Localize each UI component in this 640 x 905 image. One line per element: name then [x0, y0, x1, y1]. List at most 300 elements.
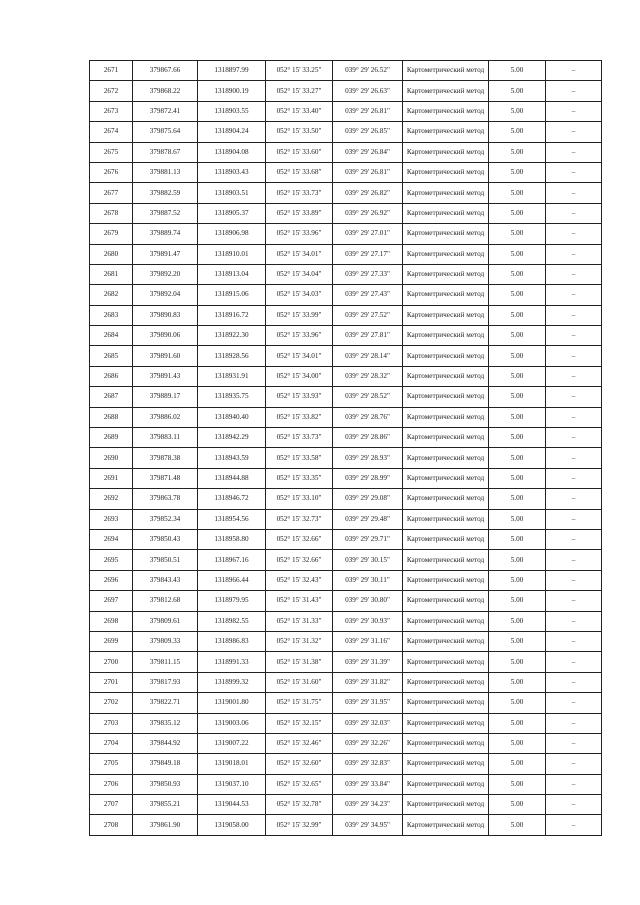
- note-cell: –: [546, 224, 602, 244]
- note-cell: –: [546, 713, 602, 733]
- y-coordinate-cell: 1318904.08: [198, 142, 266, 162]
- precision-cell: 5.00: [489, 366, 546, 386]
- y-coordinate-cell: 1318986.83: [198, 631, 266, 651]
- note-cell: –: [546, 264, 602, 284]
- y-coordinate-cell: 1318982.55: [198, 611, 266, 631]
- latitude-cell: 052° 15' 32.65": [266, 774, 333, 794]
- x-coordinate-cell: 379817.93: [133, 672, 198, 692]
- precision-cell: 5.00: [489, 550, 546, 570]
- y-coordinate-cell: 1318991.33: [198, 652, 266, 672]
- y-coordinate-cell: 1318999.32: [198, 672, 266, 692]
- y-coordinate-cell: 1318958.80: [198, 529, 266, 549]
- latitude-cell: 052° 15' 32.99": [266, 815, 333, 835]
- method-cell: Картометрический метод: [403, 81, 489, 101]
- longitude-cell: 039° 29' 28.99": [333, 468, 403, 488]
- method-cell: Картометрический метод: [403, 305, 489, 325]
- point-number-cell: 2699: [90, 631, 133, 651]
- method-cell: Картометрический метод: [403, 774, 489, 794]
- x-coordinate-cell: 379811.15: [133, 652, 198, 672]
- x-coordinate-cell: 379892.20: [133, 264, 198, 284]
- method-cell: Картометрический метод: [403, 468, 489, 488]
- precision-cell: 5.00: [489, 61, 546, 81]
- table-row: [90, 366, 602, 386]
- x-coordinate-cell: 379875.64: [133, 122, 198, 142]
- method-cell: Картометрический метод: [403, 346, 489, 366]
- method-cell: Картометрический метод: [403, 570, 489, 590]
- longitude-cell: 039° 29' 28.86": [333, 428, 403, 448]
- y-coordinate-cell: 1318915.06: [198, 285, 266, 305]
- table-row: [90, 142, 602, 162]
- note-cell: –: [546, 407, 602, 427]
- x-coordinate-cell: 379881.13: [133, 162, 198, 182]
- latitude-cell: 052° 15' 33.99": [266, 305, 333, 325]
- y-coordinate-cell: 1318922.30: [198, 326, 266, 346]
- note-cell: –: [546, 285, 602, 305]
- precision-cell: 5.00: [489, 203, 546, 223]
- table-row: [90, 509, 602, 529]
- y-coordinate-cell: 1318967.16: [198, 550, 266, 570]
- precision-cell: 5.00: [489, 305, 546, 325]
- y-coordinate-cell: 1318966.44: [198, 570, 266, 590]
- method-cell: Картометрический метод: [403, 244, 489, 264]
- y-coordinate-cell: 1318928.56: [198, 346, 266, 366]
- latitude-cell: 052° 15' 31.75": [266, 693, 333, 713]
- precision-cell: 5.00: [489, 795, 546, 815]
- longitude-cell: 039° 29' 26.84": [333, 142, 403, 162]
- method-cell: Картометрический метод: [403, 203, 489, 223]
- note-cell: –: [546, 509, 602, 529]
- y-coordinate-cell: 1318979.95: [198, 591, 266, 611]
- table-row: [90, 61, 602, 81]
- x-coordinate-cell: 379889.74: [133, 224, 198, 244]
- latitude-cell: 052° 15' 33.68": [266, 162, 333, 182]
- note-cell: –: [546, 428, 602, 448]
- y-coordinate-cell: 1318904.24: [198, 122, 266, 142]
- latitude-cell: 052° 15' 33.96": [266, 326, 333, 346]
- point-number-cell: 2682: [90, 285, 133, 305]
- latitude-cell: 052° 15' 32.73": [266, 509, 333, 529]
- coordinates-table-body: [90, 61, 602, 836]
- note-cell: –: [546, 815, 602, 835]
- note-cell: –: [546, 244, 602, 264]
- table-row: [90, 448, 602, 468]
- point-number-cell: 2676: [90, 162, 133, 182]
- longitude-cell: 039° 29' 34.95": [333, 815, 403, 835]
- precision-cell: 5.00: [489, 224, 546, 244]
- y-coordinate-cell: 1319003.06: [198, 713, 266, 733]
- point-number-cell: 2673: [90, 101, 133, 121]
- longitude-cell: 039° 29' 32.26": [333, 733, 403, 753]
- precision-cell: 5.00: [489, 407, 546, 427]
- latitude-cell: 052° 15' 32.43": [266, 570, 333, 590]
- point-number-cell: 2694: [90, 529, 133, 549]
- y-coordinate-cell: 1318940.40: [198, 407, 266, 427]
- precision-cell: 5.00: [489, 326, 546, 346]
- table-row: [90, 733, 602, 753]
- note-cell: –: [546, 611, 602, 631]
- note-cell: –: [546, 122, 602, 142]
- note-cell: –: [546, 652, 602, 672]
- y-coordinate-cell: 1318903.55: [198, 101, 266, 121]
- table-row: [90, 244, 602, 264]
- precision-cell: 5.00: [489, 142, 546, 162]
- x-coordinate-cell: 379891.47: [133, 244, 198, 264]
- precision-cell: 5.00: [489, 754, 546, 774]
- point-number-cell: 2675: [90, 142, 133, 162]
- point-number-cell: 2679: [90, 224, 133, 244]
- point-number-cell: 2700: [90, 652, 133, 672]
- latitude-cell: 052° 15' 32.78": [266, 795, 333, 815]
- point-number-cell: 2697: [90, 591, 133, 611]
- note-cell: –: [546, 550, 602, 570]
- coordinates-table: [89, 60, 602, 836]
- method-cell: Картометрический метод: [403, 733, 489, 753]
- method-cell: Картометрический метод: [403, 550, 489, 570]
- method-cell: Картометрический метод: [403, 529, 489, 549]
- note-cell: –: [546, 305, 602, 325]
- point-number-cell: 2689: [90, 428, 133, 448]
- x-coordinate-cell: 379855.21: [133, 795, 198, 815]
- precision-cell: 5.00: [489, 162, 546, 182]
- latitude-cell: 052° 15' 34.01": [266, 244, 333, 264]
- precision-cell: 5.00: [489, 122, 546, 142]
- latitude-cell: 052° 15' 33.35": [266, 468, 333, 488]
- longitude-cell: 039° 29' 26.81": [333, 162, 403, 182]
- point-number-cell: 2690: [90, 448, 133, 468]
- latitude-cell: 052° 15' 33.60": [266, 142, 333, 162]
- latitude-cell: 052° 15' 31.43": [266, 591, 333, 611]
- point-number-cell: 2688: [90, 407, 133, 427]
- point-number-cell: 2671: [90, 61, 133, 81]
- x-coordinate-cell: 379809.33: [133, 631, 198, 651]
- precision-cell: 5.00: [489, 387, 546, 407]
- precision-cell: 5.00: [489, 631, 546, 651]
- point-number-cell: 2702: [90, 693, 133, 713]
- longitude-cell: 039° 29' 31.39": [333, 652, 403, 672]
- point-number-cell: 2674: [90, 122, 133, 142]
- note-cell: –: [546, 529, 602, 549]
- method-cell: Картометрический метод: [403, 509, 489, 529]
- point-number-cell: 2672: [90, 81, 133, 101]
- latitude-cell: 052° 15' 33.58": [266, 448, 333, 468]
- longitude-cell: 039° 29' 27.43": [333, 285, 403, 305]
- longitude-cell: 039° 29' 27.81": [333, 326, 403, 346]
- x-coordinate-cell: 379844.92: [133, 733, 198, 753]
- longitude-cell: 039° 29' 30.15": [333, 550, 403, 570]
- x-coordinate-cell: 379843.43: [133, 570, 198, 590]
- y-coordinate-cell: 1318916.72: [198, 305, 266, 325]
- method-cell: Картометрический метод: [403, 122, 489, 142]
- x-coordinate-cell: 379822.71: [133, 693, 198, 713]
- table-row: [90, 326, 602, 346]
- latitude-cell: 052° 15' 33.82": [266, 407, 333, 427]
- x-coordinate-cell: 379867.66: [133, 61, 198, 81]
- table-row: [90, 672, 602, 692]
- x-coordinate-cell: 379882.59: [133, 183, 198, 203]
- y-coordinate-cell: 1318944.88: [198, 468, 266, 488]
- method-cell: Картометрический метод: [403, 407, 489, 427]
- method-cell: Картометрический метод: [403, 795, 489, 815]
- precision-cell: 5.00: [489, 529, 546, 549]
- longitude-cell: 039° 29' 29.71": [333, 529, 403, 549]
- latitude-cell: 052° 15' 33.96": [266, 224, 333, 244]
- longitude-cell: 039° 29' 27.17": [333, 244, 403, 264]
- precision-cell: 5.00: [489, 693, 546, 713]
- latitude-cell: 052° 15' 33.93": [266, 387, 333, 407]
- note-cell: –: [546, 774, 602, 794]
- latitude-cell: 052° 15' 33.89": [266, 203, 333, 223]
- longitude-cell: 039° 29' 31.82": [333, 672, 403, 692]
- latitude-cell: 052° 15' 32.66": [266, 550, 333, 570]
- point-number-cell: 2687: [90, 387, 133, 407]
- x-coordinate-cell: 379850.51: [133, 550, 198, 570]
- point-number-cell: 2692: [90, 489, 133, 509]
- precision-cell: 5.00: [489, 509, 546, 529]
- longitude-cell: 039° 29' 30.80": [333, 591, 403, 611]
- longitude-cell: 039° 29' 28.32": [333, 366, 403, 386]
- x-coordinate-cell: 379891.43: [133, 366, 198, 386]
- x-coordinate-cell: 379872.41: [133, 101, 198, 121]
- latitude-cell: 052° 15' 34.03": [266, 285, 333, 305]
- note-cell: –: [546, 795, 602, 815]
- longitude-cell: 039° 29' 29.08": [333, 489, 403, 509]
- note-cell: –: [546, 346, 602, 366]
- method-cell: Картометрический метод: [403, 631, 489, 651]
- latitude-cell: 052° 15' 33.10": [266, 489, 333, 509]
- point-number-cell: 2705: [90, 754, 133, 774]
- x-coordinate-cell: 379887.52: [133, 203, 198, 223]
- longitude-cell: 039° 29' 32.03": [333, 713, 403, 733]
- note-cell: –: [546, 733, 602, 753]
- table-row: [90, 387, 602, 407]
- latitude-cell: 052° 15' 31.32": [266, 631, 333, 651]
- precision-cell: 5.00: [489, 468, 546, 488]
- latitude-cell: 052° 15' 32.46": [266, 733, 333, 753]
- x-coordinate-cell: 379861.90: [133, 815, 198, 835]
- note-cell: –: [546, 693, 602, 713]
- precision-cell: 5.00: [489, 285, 546, 305]
- longitude-cell: 039° 29' 26.82": [333, 183, 403, 203]
- precision-cell: 5.00: [489, 774, 546, 794]
- y-coordinate-cell: 1318900.19: [198, 81, 266, 101]
- x-coordinate-cell: 379889.17: [133, 387, 198, 407]
- point-number-cell: 2708: [90, 815, 133, 835]
- precision-cell: 5.00: [489, 183, 546, 203]
- table-row: [90, 611, 602, 631]
- x-coordinate-cell: 379812.68: [133, 591, 198, 611]
- point-number-cell: 2678: [90, 203, 133, 223]
- method-cell: Картометрический метод: [403, 693, 489, 713]
- x-coordinate-cell: 379892.04: [133, 285, 198, 305]
- table-row: [90, 264, 602, 284]
- longitude-cell: 039° 29' 28.93": [333, 448, 403, 468]
- note-cell: –: [546, 489, 602, 509]
- method-cell: Картометрический метод: [403, 713, 489, 733]
- precision-cell: 5.00: [489, 101, 546, 121]
- x-coordinate-cell: 379878.67: [133, 142, 198, 162]
- method-cell: Картометрический метод: [403, 387, 489, 407]
- note-cell: –: [546, 183, 602, 203]
- precision-cell: 5.00: [489, 733, 546, 753]
- latitude-cell: 052° 15' 33.73": [266, 428, 333, 448]
- longitude-cell: 039° 29' 31.16": [333, 631, 403, 651]
- note-cell: –: [546, 672, 602, 692]
- x-coordinate-cell: 379849.18: [133, 754, 198, 774]
- note-cell: –: [546, 387, 602, 407]
- table-row: [90, 631, 602, 651]
- y-coordinate-cell: 1318931.91: [198, 366, 266, 386]
- longitude-cell: 039° 29' 27.52": [333, 305, 403, 325]
- point-number-cell: 2696: [90, 570, 133, 590]
- table-row: [90, 122, 602, 142]
- point-number-cell: 2684: [90, 326, 133, 346]
- precision-cell: 5.00: [489, 570, 546, 590]
- method-cell: Картометрический метод: [403, 61, 489, 81]
- latitude-cell: 052° 15' 32.66": [266, 529, 333, 549]
- table-row: [90, 101, 602, 121]
- longitude-cell: 039° 29' 28.76": [333, 407, 403, 427]
- longitude-cell: 039° 29' 26.85": [333, 122, 403, 142]
- point-number-cell: 2681: [90, 264, 133, 284]
- latitude-cell: 052° 15' 33.25": [266, 61, 333, 81]
- method-cell: Картометрический метод: [403, 183, 489, 203]
- table-row: [90, 489, 602, 509]
- table-row: [90, 407, 602, 427]
- longitude-cell: 039° 29' 34.23": [333, 795, 403, 815]
- y-coordinate-cell: 1318906.98: [198, 224, 266, 244]
- y-coordinate-cell: 1319018.01: [198, 754, 266, 774]
- table-row: [90, 652, 602, 672]
- note-cell: –: [546, 591, 602, 611]
- point-number-cell: 2704: [90, 733, 133, 753]
- table-row: [90, 183, 602, 203]
- latitude-cell: 052° 15' 31.38": [266, 652, 333, 672]
- note-cell: –: [546, 448, 602, 468]
- table-row: [90, 224, 602, 244]
- latitude-cell: 052° 15' 34.00": [266, 366, 333, 386]
- precision-cell: 5.00: [489, 713, 546, 733]
- y-coordinate-cell: 1318954.56: [198, 509, 266, 529]
- x-coordinate-cell: 379809.61: [133, 611, 198, 631]
- table-row: [90, 795, 602, 815]
- note-cell: –: [546, 101, 602, 121]
- y-coordinate-cell: 1319001.80: [198, 693, 266, 713]
- longitude-cell: 039° 29' 28.14": [333, 346, 403, 366]
- longitude-cell: 039° 29' 32.83": [333, 754, 403, 774]
- note-cell: –: [546, 81, 602, 101]
- note-cell: –: [546, 142, 602, 162]
- point-number-cell: 2685: [90, 346, 133, 366]
- point-number-cell: 2707: [90, 795, 133, 815]
- longitude-cell: 039° 29' 30.11": [333, 570, 403, 590]
- point-number-cell: 2677: [90, 183, 133, 203]
- point-number-cell: 2680: [90, 244, 133, 264]
- x-coordinate-cell: 379886.02: [133, 407, 198, 427]
- latitude-cell: 052° 15' 31.60": [266, 672, 333, 692]
- x-coordinate-cell: 379852.34: [133, 509, 198, 529]
- x-coordinate-cell: 379863.78: [133, 489, 198, 509]
- note-cell: –: [546, 61, 602, 81]
- point-number-cell: 2703: [90, 713, 133, 733]
- precision-cell: 5.00: [489, 264, 546, 284]
- method-cell: Картометрический метод: [403, 489, 489, 509]
- method-cell: Картометрический метод: [403, 591, 489, 611]
- y-coordinate-cell: 1319058.00: [198, 815, 266, 835]
- table-row: [90, 713, 602, 733]
- latitude-cell: 052° 15' 32.60": [266, 754, 333, 774]
- table-row: [90, 815, 602, 835]
- note-cell: –: [546, 203, 602, 223]
- point-number-cell: 2686: [90, 366, 133, 386]
- longitude-cell: 039° 29' 29.48": [333, 509, 403, 529]
- x-coordinate-cell: 379883.11: [133, 428, 198, 448]
- longitude-cell: 039° 29' 26.81": [333, 101, 403, 121]
- precision-cell: 5.00: [489, 489, 546, 509]
- precision-cell: 5.00: [489, 672, 546, 692]
- note-cell: –: [546, 468, 602, 488]
- note-cell: –: [546, 366, 602, 386]
- y-coordinate-cell: 1319007.22: [198, 733, 266, 753]
- latitude-cell: 052° 15' 33.27": [266, 81, 333, 101]
- x-coordinate-cell: 379850.93: [133, 774, 198, 794]
- longitude-cell: 039° 29' 33.84": [333, 774, 403, 794]
- x-coordinate-cell: 379878.38: [133, 448, 198, 468]
- x-coordinate-cell: 379890.06: [133, 326, 198, 346]
- point-number-cell: 2693: [90, 509, 133, 529]
- table-row: [90, 693, 602, 713]
- note-cell: –: [546, 631, 602, 651]
- method-cell: Картометрический метод: [403, 326, 489, 346]
- y-coordinate-cell: 1318903.43: [198, 162, 266, 182]
- y-coordinate-cell: 1318905.37: [198, 203, 266, 223]
- table-row: [90, 162, 602, 182]
- point-number-cell: 2706: [90, 774, 133, 794]
- table-row: [90, 203, 602, 223]
- latitude-cell: 052° 15' 34.01": [266, 346, 333, 366]
- table-row: [90, 468, 602, 488]
- table-row: [90, 305, 602, 325]
- method-cell: Картометрический метод: [403, 224, 489, 244]
- method-cell: Картометрический метод: [403, 366, 489, 386]
- latitude-cell: 052° 15' 31.33": [266, 611, 333, 631]
- x-coordinate-cell: 379890.83: [133, 305, 198, 325]
- x-coordinate-cell: 379871.48: [133, 468, 198, 488]
- x-coordinate-cell: 379868.22: [133, 81, 198, 101]
- longitude-cell: 039° 29' 27.01": [333, 224, 403, 244]
- y-coordinate-cell: 1318935.75: [198, 387, 266, 407]
- precision-cell: 5.00: [489, 815, 546, 835]
- y-coordinate-cell: 1318942.29: [198, 428, 266, 448]
- note-cell: –: [546, 570, 602, 590]
- method-cell: Картометрический метод: [403, 285, 489, 305]
- method-cell: Картометрический метод: [403, 448, 489, 468]
- y-coordinate-cell: 1318910.01: [198, 244, 266, 264]
- latitude-cell: 052° 15' 33.50": [266, 122, 333, 142]
- y-coordinate-cell: 1318943.59: [198, 448, 266, 468]
- method-cell: Картометрический метод: [403, 611, 489, 631]
- x-coordinate-cell: 379850.43: [133, 529, 198, 549]
- longitude-cell: 039° 29' 26.52": [333, 61, 403, 81]
- table-row: [90, 774, 602, 794]
- note-cell: –: [546, 162, 602, 182]
- y-coordinate-cell: 1319037.10: [198, 774, 266, 794]
- y-coordinate-cell: 1318903.51: [198, 183, 266, 203]
- method-cell: Картометрический метод: [403, 264, 489, 284]
- x-coordinate-cell: 379835.12: [133, 713, 198, 733]
- longitude-cell: 039° 29' 27.33": [333, 264, 403, 284]
- precision-cell: 5.00: [489, 244, 546, 264]
- precision-cell: 5.00: [489, 81, 546, 101]
